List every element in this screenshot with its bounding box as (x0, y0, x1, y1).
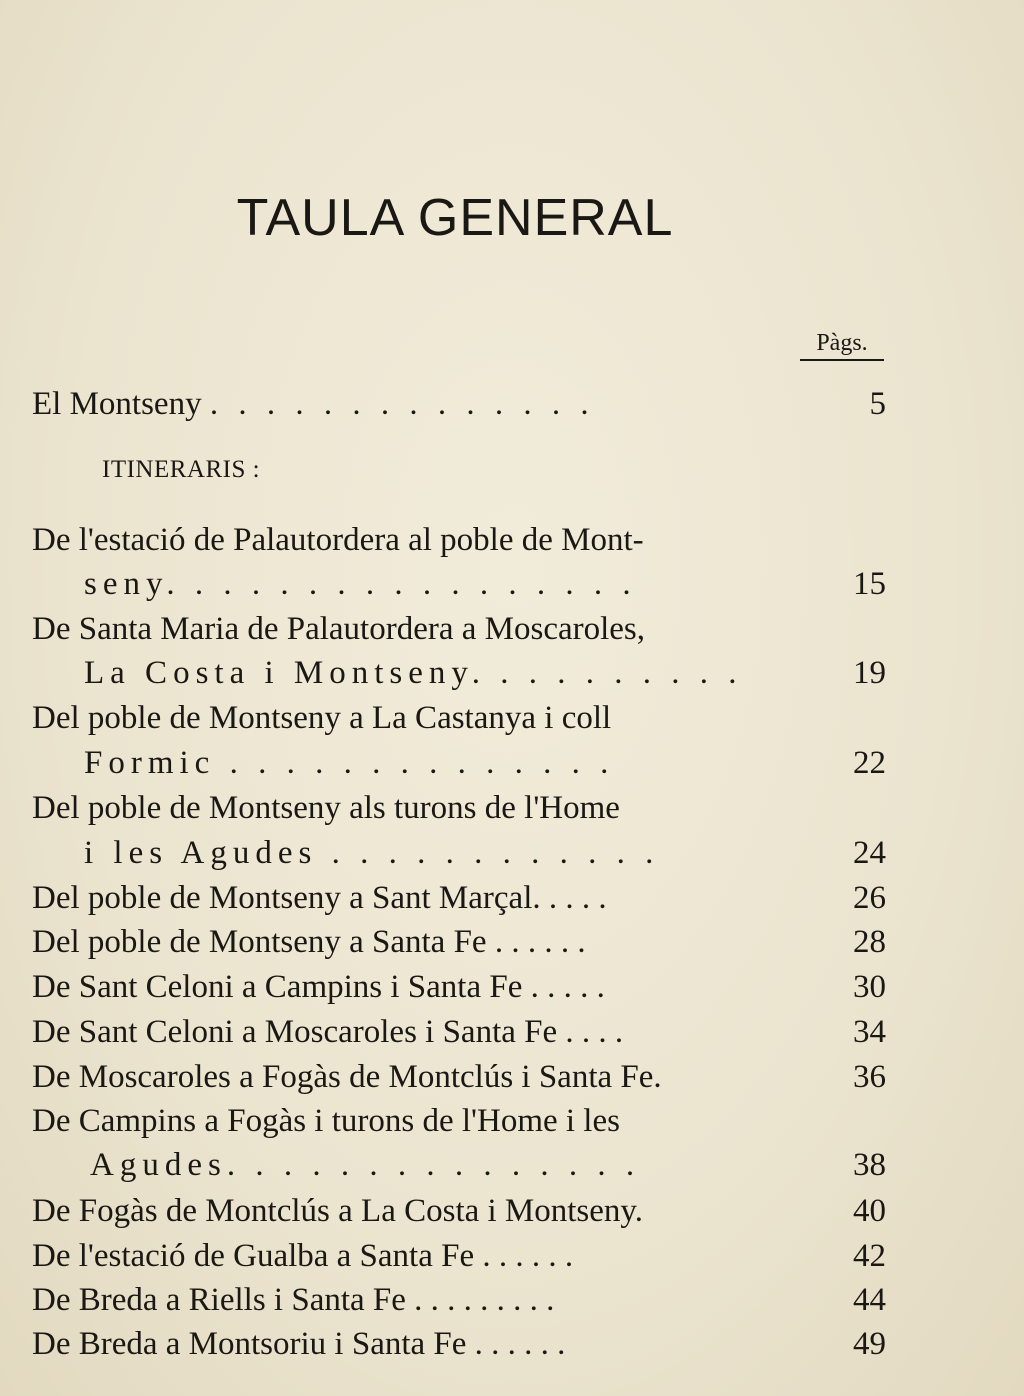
toc-page-number: 26 (853, 880, 886, 916)
page-title: TAULA GENERAL (236, 189, 674, 247)
toc-entry-text: El Montseny . . . . . . . . . . . . . . (32, 386, 595, 422)
toc-entry-continuation: Formic . . . . . . . . . . . . . . (84, 745, 615, 781)
section-label: ITINERARIS : (102, 456, 261, 483)
toc-entry-continuation: seny. . . . . . . . . . . . . . . . . (84, 566, 637, 602)
toc-entry-text: Del poble de Montseny a Santa Fe . . . . . . (32, 924, 586, 960)
toc-entry-text: De Sant Celoni a Moscaroles i Santa Fe . . . . (32, 1014, 624, 1050)
toc-page-number: 40 (853, 1193, 886, 1229)
toc-entry-text: De Breda a Riells i Santa Fe . . . . . . . . . (32, 1282, 555, 1318)
toc-page-number: 42 (853, 1238, 886, 1274)
toc-page-number: 28 (853, 924, 886, 960)
toc-page-number: 44 (853, 1282, 886, 1318)
toc-page-number: 38 (853, 1147, 886, 1183)
toc-entry-text: De Santa Maria de Palautordera a Moscaroles, (32, 611, 646, 647)
pages-column-header: Pàgs. (800, 330, 884, 361)
toc-page-number: 24 (853, 835, 886, 871)
toc-page-number: 30 (853, 969, 886, 1005)
toc-entry-continuation: La Costa i Montseny. . . . . . . . . . (84, 655, 743, 691)
toc-entry-text: De l'estació de Palautordera al poble de Mont- (32, 522, 644, 558)
toc-page-number: 22 (853, 745, 886, 781)
toc-entry-text: De l'estació de Gualba a Santa Fe . . . . . . (32, 1238, 574, 1274)
toc-entry-text: De Sant Celoni a Campins i Santa Fe . . . . . (32, 969, 605, 1005)
toc-page-number: 36 (853, 1059, 886, 1095)
toc-entry-text: De Campins a Fogàs i turons de l'Home i les (32, 1103, 620, 1139)
toc-entry-continuation: Agudes. . . . . . . . . . . . . . . (90, 1147, 641, 1183)
toc-page-number: 15 (853, 566, 886, 602)
toc-entry-text: Del poble de Montseny als turons de l'Home (32, 790, 620, 826)
toc-page-number: 19 (853, 655, 886, 691)
toc-page-number: 5 (869, 386, 886, 422)
toc-entry-text: Del poble de Montseny a La Castanya i coll (32, 700, 612, 736)
toc-entry-text: De Breda a Montsoriu i Santa Fe . . . . . . (32, 1326, 566, 1362)
toc-entry-text: De Moscaroles a Fogàs de Montclús i Santa Fe. (32, 1059, 662, 1095)
toc-entry-text: Del poble de Montseny a Sant Marçal. . . . . (32, 880, 607, 916)
toc-page-number: 49 (853, 1326, 886, 1362)
toc-entry-text: De Fogàs de Montclús a La Costa i Montseny. (32, 1193, 644, 1229)
toc-entry-continuation: i les Agudes . . . . . . . . . . . . (84, 835, 660, 871)
toc-page-number: 34 (853, 1014, 886, 1050)
